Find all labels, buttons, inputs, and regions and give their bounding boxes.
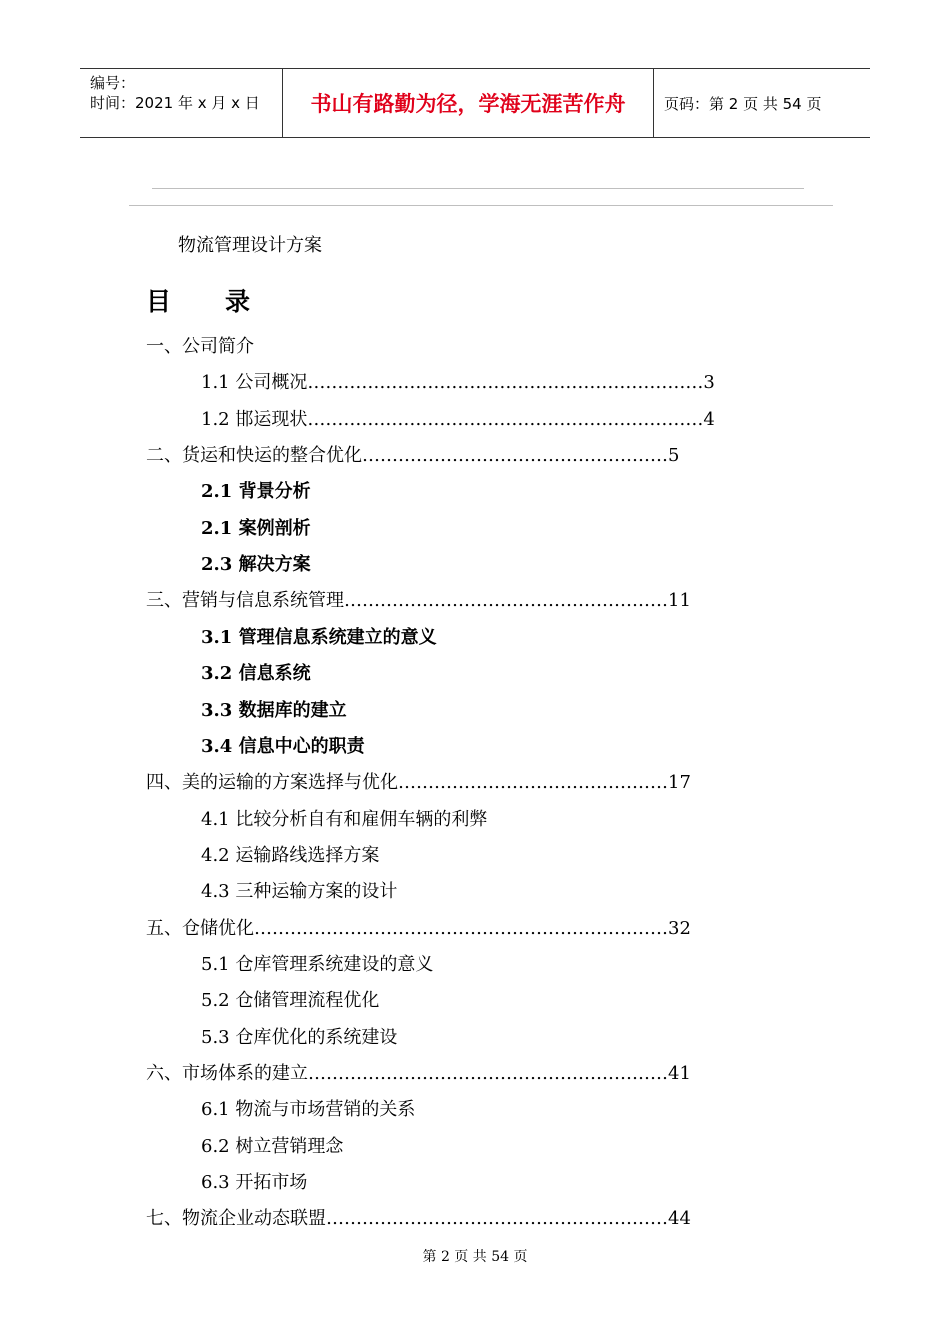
toc-subsection: 2.1 背景分析 [201, 481, 311, 502]
toc-section: 七、物流企业动态联盟…………………………………………………44 [146, 1208, 691, 1229]
document-number-label: 编号： [90, 74, 136, 92]
toc-subsection: 2.3 解决方案 [201, 554, 311, 575]
document-title: 物流管理设计方案 [178, 235, 322, 256]
divider-line [152, 188, 804, 189]
toc-subsection: 6.3 开拓市场 [201, 1172, 308, 1193]
page-header [80, 68, 870, 138]
toc-subsection: 5.1 仓库管理系统建设的意义 [201, 954, 434, 975]
toc-subsection: 1.2 邯运现状…………………………………………………………4 [201, 409, 715, 430]
page-footer: 第 2 页 共 54 页 [422, 1249, 528, 1265]
toc-subsection: 2.1 案例剖析 [201, 518, 311, 539]
toc-subsection: 5.2 仓储管理流程优化 [201, 990, 380, 1011]
document-date: 时间：2021 年 x 月 x 日 [90, 94, 260, 112]
toc-subsection: 3.1 管理信息系统建立的意义 [201, 627, 437, 648]
toc-subsection: 6.2 树立营销理念 [201, 1136, 344, 1157]
toc-section: 五、仓储优化……………………………………………………………32 [146, 918, 691, 939]
toc-section: 二、货运和快运的整合优化……………………………………………5 [146, 445, 680, 466]
toc-subsection: 4.2 运输路线选择方案 [201, 845, 380, 866]
header-motto: 书山有路勤为径，学海无涯苦作舟 [282, 69, 654, 137]
divider-line [129, 205, 833, 206]
toc-subsection: 1.1 公司概况…………………………………………………………3 [201, 372, 715, 393]
toc-section: 一、公司简介 [146, 336, 254, 357]
toc-subsection: 3.4 信息中心的职责 [201, 736, 365, 757]
header-meta [80, 69, 282, 137]
toc-section: 四、美的运输的方案选择与优化………………………………………17 [146, 772, 691, 793]
toc-heading: 目录 [146, 287, 305, 316]
toc-subsection: 4.1 比较分析自有和雇佣车辆的利弊 [201, 809, 488, 830]
toc-section: 三、营销与信息系统管理………………………………………………11 [146, 590, 691, 611]
toc-subsection: 6.1 物流与市场营销的关系 [201, 1099, 416, 1120]
header-page-info: 页码：第 2 页 共 54 页 [664, 94, 822, 113]
toc-section: 六、市场体系的建立……………………………………………………41 [146, 1063, 691, 1084]
toc-subsection: 3.2 信息系统 [201, 663, 311, 684]
toc-subsection: 4.3 三种运输方案的设计 [201, 881, 398, 902]
toc-subsection: 3.3 数据库的建立 [201, 700, 347, 721]
toc-subsection: 5.3 仓库优化的系统建设 [201, 1027, 398, 1048]
